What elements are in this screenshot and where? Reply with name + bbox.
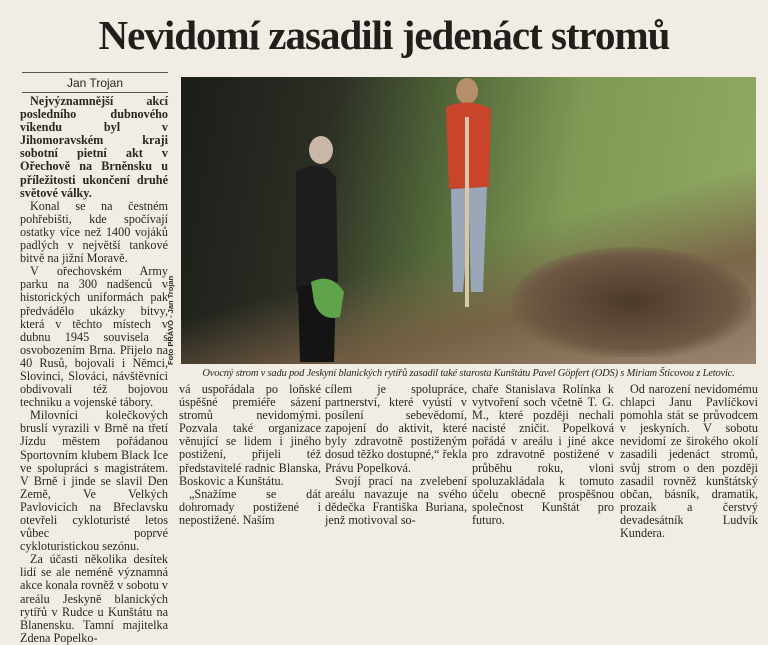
woman-holding-tree-figure xyxy=(431,77,506,307)
headline: Nevidomí zasadili jedenáct stromů xyxy=(98,12,670,58)
paragraph: Konal se na čestném pohřebišti, kde spočívají ostatky více než 1400 vojáků padlých v největší tankové bitvě na jižní Moravě. xyxy=(20,198,168,266)
photo-credit-text: Foto PRÁVO - Jan Trojan xyxy=(166,275,175,365)
paragraph: vá uspořádala po loňské úspěšné premiéře sázení stromů nevidomými. Pozvala také organizace věnující se lidem i jiného postižení, přijeli též představitelé radnic Blanska, Boskovic a Kunštátu. xyxy=(179,382,321,488)
paragraph: „Snažíme se dát dohromady postižené i nepostižené. Naším xyxy=(179,486,321,527)
article-column-3 xyxy=(472,383,614,527)
paragraph: Milovníci kolečkových bruslí vyrazili v Brně na třetí Jízdu městem pořádanou Sportovním klubem Black Ice ve spolupráci s magistrátem. V Brně i jinde se slavil Den Země, Ve Velkých Pavlovicích na Břeclavsku otevřeli cykloturisté letos vůbec poprvé cykloturistickou sezónu. xyxy=(20,408,168,554)
photo-caption: Ovocný strom v sadu pod Jeskyní blanických rytířů zasadil také starosta Kunštátu Pavel Göpfert (ODS) s Miriam Šticovou z Letovic. xyxy=(202,368,735,379)
paragraph: chaře Stanislava Rolínka k vytvoření soch včetně T. G. M., které později nechali nacisté zničit. Popelková pořádá v areálu i jiné akce pro zdravotně postižené v průběhu roku, vloni spoluzakládala k tomuto účelu obecně prospěšnou společnost Kunštát pro futuro. xyxy=(472,382,614,527)
paragraph: Od narození nevidomému chlapci Janu Pavlíčkovi pomohla stát se průvodcem v jeskyních. V sobotu nevidomí ze širokého okolí zasadili jedenáct stromů, svůj strom o den později zasadil rovněž kunštátský občan, básník, dramatik, prozaik a čerstvý devadesátník Ludvík Kundera. xyxy=(620,382,758,541)
photo-credit xyxy=(164,275,178,365)
byline-rule-top xyxy=(22,72,168,73)
byline-rule-bottom xyxy=(22,92,168,93)
paragraph: Za účasti několika desítek lidí se ale neméně významná akce konala rovněž v sobotu v areálu Jeskyně blanických rytířů v Rudce u Kunštátu na Blanensku. Tamní majitelka Zdena Popelko- xyxy=(20,552,168,645)
byline: Jan Trojan xyxy=(66,76,124,90)
article-column-4 xyxy=(620,383,758,540)
article-column-2 xyxy=(325,383,467,527)
article-photo xyxy=(181,77,756,364)
article-column-1 xyxy=(179,383,321,527)
lead-paragraph: Nejvýznamnější akcí posledního dubnového víkendu byl v Jihomoravském kraji sobotní pietní akt v Ořechově na Brněnsku u příležitosti ukončení druhé světové války. xyxy=(20,94,168,200)
soil-mound xyxy=(511,247,751,357)
left-column xyxy=(20,95,168,645)
paragraph: Svojí prací na zvelebení areálu navazuje na svého dědečka Františka Buriana, jenž motivoval so- xyxy=(325,473,467,527)
paragraph: cílem je spolupráce, partnerství, které vyústí v posílení sebevědomí, zapojení do aktivit, které byly zdravotně postiženým dosud těžko dostupné,“ řekla Právu Popelková. xyxy=(325,382,467,475)
man-watering-figure xyxy=(276,132,346,362)
paragraph: V ořechovském Army parku na 300 nadšenců v historických uniformách pak předvádělo ukázky bitvy, která v těchto místech v dubnu 1945 souvisela s osvobozením Brna. Přijelo na 40 Rusů, bojovali i Němci, Slovinci, Slováci, návštěvníci obdivovali též bojovou techniku a vojenské tábory. xyxy=(20,264,168,410)
